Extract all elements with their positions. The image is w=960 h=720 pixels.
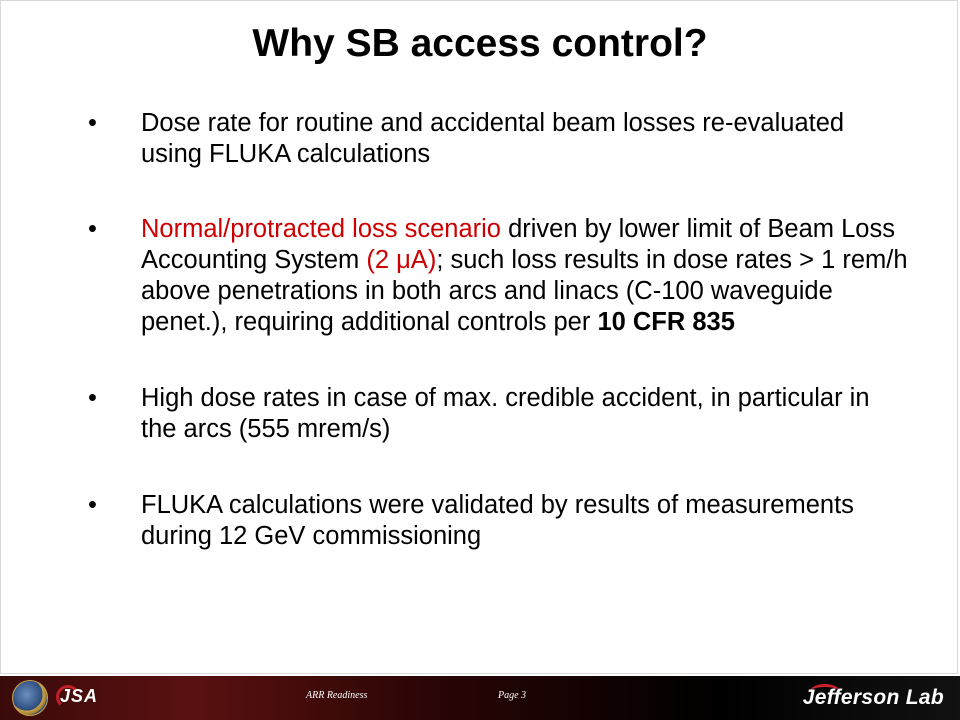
bullet-highlight: Normal/protracted loss scenario [141,215,501,243]
bullet-text: FLUKA calculations were validated by results of measurements during 12 GeV commissioning [141,491,854,550]
bullet-item [88,383,908,445]
bullet-highlight-current: (2 μA) [366,246,437,274]
slide-title: Why SB access control? [252,22,708,65]
footer-bar [0,676,960,720]
bullet-dot: • [88,215,97,243]
bullet-dot: • [88,384,97,412]
bullet-text: Dose rate for routine and accidental beam losses re-evaluated using FLUKA calculations [141,109,845,168]
bullet-dot: • [88,109,97,137]
page-number: Page 3 [498,690,527,701]
doe-seal-icon [12,680,48,716]
bullet-item [88,214,908,338]
footer-left-text: ARR Readiness [306,690,368,701]
jefferson-lab-logo: Jefferson Lab [802,686,944,709]
bullet-list [88,108,908,552]
bullet-dot: • [88,491,97,519]
jsa-logo: JSA [60,686,99,706]
bullet-text: ; such loss results in dose rates > 1 rem/h above penetrations in both arcs and linacs (C-100 waveguide penet.), requiring additional controls per [141,246,908,336]
bullet-item [88,490,908,552]
bullet-text: driven by lower limit of Beam Loss Accounting System [141,215,895,274]
bullet-text: High dose rates in case of max. credible accident, in particular in the arcs (555 mrem/s) [141,384,870,443]
bullet-item [88,108,908,170]
bullet-regulation: 10 CFR 835 [597,308,735,336]
